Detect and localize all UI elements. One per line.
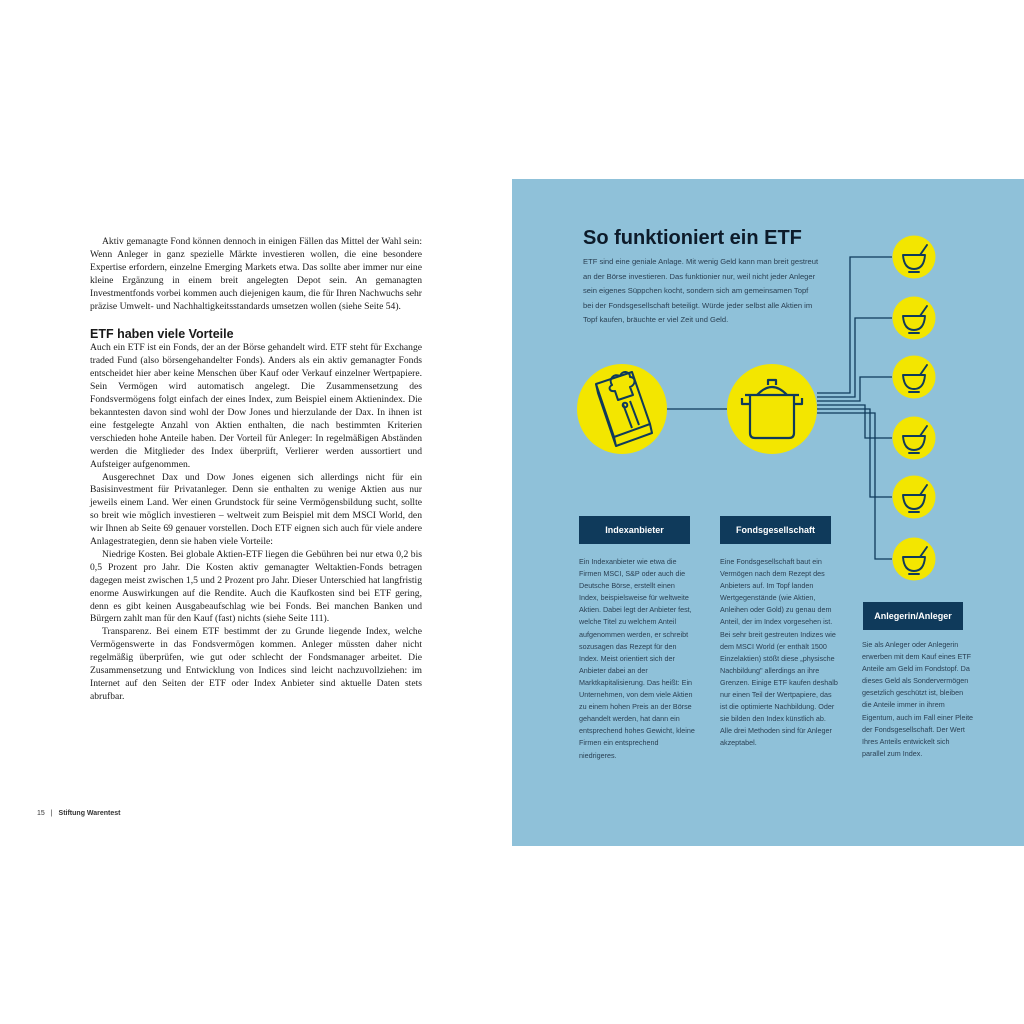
label-index-provider: Indexanbieter bbox=[579, 516, 690, 544]
bowl-icon bbox=[893, 356, 936, 399]
connectors-fund-to-investors bbox=[817, 257, 892, 559]
body-paragraph-4: Transparenz. Bei einem ETF bestimmt der zu Grunde liegende Index, welche Vermögenswerte in das Fondsvermögen kommen. Anleger müssten daher nicht regelmäßig überprüfen, wie gut oder schlecht der Fondsmanager arbeitet. Die Zusammensetzung und Entwicklung von Indices sind leicht nachzuvollziehen: im Internet auf den Seiten der ETF oder Index Anbieter sind aktuelle Daten stets abrufbar. bbox=[90, 626, 422, 702]
footer-separator: | bbox=[50, 810, 53, 817]
recipe-book-icon bbox=[577, 364, 667, 454]
description-fund-company: Eine Fondsgesellschaft baut ein Vermögen nach dem Rezept des Anbieters auf. Im Topf landen Wertgegenstände (wie Aktien, Anleihen oder Gold) zu genau dem Anteil, der im Index vorgesehen ist. Bei sehr breit gestreuten Indizes wie dem MSCI World (er enthält 1500 Einzelaktien) stößt diese „physische Nachbildung" allerdings an ihre Grenzen. Einige ETF kaufen deshalb nur einen Teil der Wertpapiere, das ist die optimierte Nachbildung. Oder sie bilden den Index künstlich ab. Alle drei Methoden sind für Anleger akzeptabel. bbox=[720, 557, 838, 748]
section-heading: ETF haben viele Vorteile bbox=[90, 327, 234, 342]
infographic-title: So funktioniert ein ETF bbox=[583, 227, 802, 249]
page-footer bbox=[37, 810, 121, 817]
bowl-icon bbox=[893, 538, 936, 581]
body-paragraph-1: Auch ein ETF ist ein Fonds, der an der Börse gehandelt wird. ETF steht für Exchange traded Fund (also börsengehandelter Fonds). Anders als ein aktiv gemanagter Fonds entscheidet hier aber keine Menschen über Kauf oder Verkauf einzelner Wertpapiere. Sein Vermögen wird automatisch angelegt. Die Zusammensetzung des Fondsvermögens folgt einfach der eines Index, zum Beispiel einem Aktienindex. Die bekanntesten davon sind wohl der Dow Jones und hierzulande der Dax. In ihnen ist eine festgelegte Anzahl von Aktien enthalten, die nach bestimmten Kriterien verschieden hohe Anteile haben. Der Vorteil für Anleger: In regelmäßigen Abständen werden die Mitglieder des Index überprüft, Verlierer werden aussortiert und Aufsteiger aufgenommen. bbox=[90, 342, 422, 470]
bowl-icon bbox=[893, 417, 936, 460]
body-paragraph-3: Niedrige Kosten. Bei globale Aktien-ETF liegen die Gebühren bei nur etwa 0,2 bis 0,5 Prozent pro Jahr. Die Kosten aktiv gemanagter Weltaktien-Fonds betragen dagegen meist zwischen 1,5 und 2 Prozent pro Jahr. Dieser Unterschied hat langfristig enorme Auswirkungen auf die Rendite. Auch die Kaufkosten sind bei ETF gering, denn es gibt keinen Ausgabeaufschlag wie bei Fonds. Bei manchen Banken und Bürgern zahlt man für den Kauf (fast) nichts (siehe Seite 111). bbox=[90, 548, 422, 625]
infographic-intro: ETF sind eine geniale Anlage. Mit wenig Geld kann man breit gestreut an der Börse investieren. Das funktionier nur, weil nicht jeder Anleger sein eigenes Süppchen kocht, sondern sich am gemeinsamen Topf bei der Fondsgesellschaft beteiligt. Würde jeder selbst alle Aktien im Topf kaufen, bräuchte er viel Zeit und Geld. bbox=[583, 257, 819, 325]
label-fund-company: Fondsgesellschaft bbox=[720, 516, 831, 544]
left-page-text bbox=[90, 236, 422, 704]
publisher-name: Stiftung Warentest bbox=[58, 810, 121, 817]
bowl-icon bbox=[893, 297, 936, 340]
investor-bowls bbox=[893, 236, 936, 581]
description-index-provider: Ein Indexanbieter wie etwa die Firmen MSCI, S&P oder auch die Deutsche Börse, erstellt einen Index, beispielsweise für weltweite Aktien. Dabei legt der Anbieter fest, welche Titel zu welchem Anteil aufgenommen werden, er schreibt sozusagen das Rezept für den Index. Meist orientiert sich der Anbieter dabei an der Marktkapitalisierung. Das heißt: Ein Unternehmen, von dem viele Aktien zu einem hohen Preis an der Börse gehandelt werden, hat dann ein entsprechend hohes Gewicht, kleine Firmen ein entsprechend niedrigeres. bbox=[579, 557, 695, 760]
label-investor: Anlegerin/Anleger bbox=[863, 602, 963, 630]
etf-infographic bbox=[512, 179, 1024, 846]
body-paragraph-2: Ausgerechnet Dax und Dow Jones eigenen sich allerdings nicht für ein Basisinvestment für Privatanleger. Denn sie enthalten zu wenige Aktien aus nur jeweils einem Land. Wer einen Grundstock für seine Vermögensbildung sucht, sollte so breit wie möglich investieren – weltweit zum Beispiel mit dem MSCI World, den wir Ihnen ab Seite 69 genauer vorstellen. Doch ETF eignen sich auch für viele andere Anlagestrategien, denn sie haben viele Vorteile: bbox=[90, 471, 422, 548]
cooking-pot-icon bbox=[727, 364, 817, 454]
description-investor: Sie als Anleger oder Anlegerin erwerben mit dem Kauf eines ETF Anteile am Geld im Fondstopf. Da dieses Geld als Sondervermögen gesetzlich geschützt ist, bleiben die Anteile immer in ihrem Eigentum, auch im Fall einer Pleite der Fondsgesellschaft. Der Wert Ihres Anteils entwickelt sich parallel zum Index. bbox=[862, 640, 974, 758]
page-number: 15 bbox=[37, 810, 45, 817]
bowl-icon bbox=[893, 476, 936, 519]
intro-paragraph: Aktiv gemanagte Fond können dennoch in einigen Fällen das Mittel der Wahl sein: Wenn Anleger in ganz spezielle Märkte investieren wollen, die eine besondere Expertise erfordern, einzelne Emerging Markets etwa. Das sollte aber immer nur eine kleine Ergänzung in einem breit angelegten Depot sein. An gemanagten Investmentfonds vorbei kommen auch diejenigen kaum, die für Ihren Nachwuchs sehr präzise Umwelt- und Nachhaltigkeitsstandards umsetzen wollen (siehe Seite 54). bbox=[90, 236, 422, 312]
bowl-icon bbox=[893, 236, 936, 279]
